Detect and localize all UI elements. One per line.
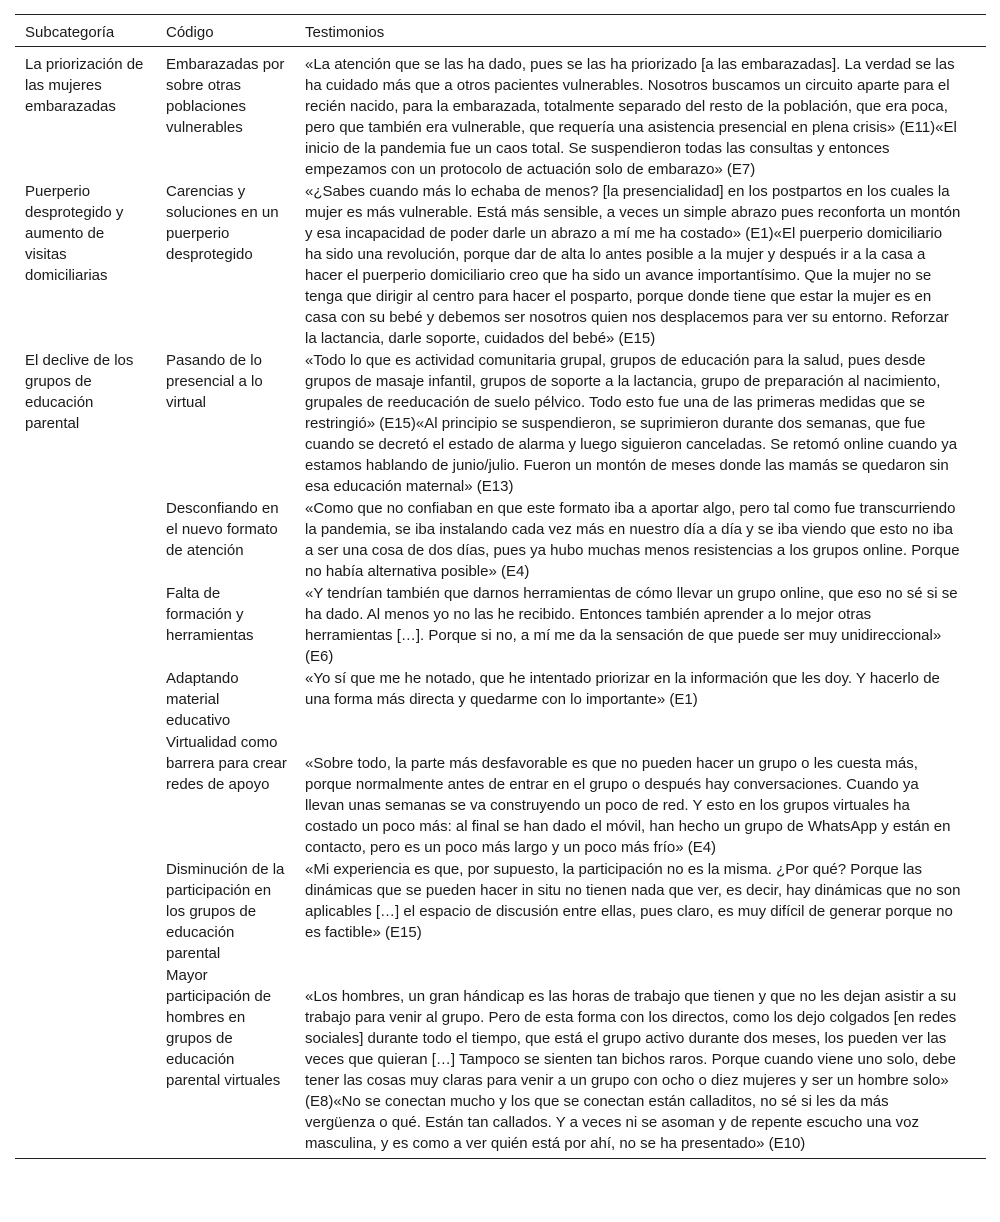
testimony-cell: «Todo lo que es actividad comunitaria grupal, grupos de educación para la salud, pues desde grupos de masaje infantil, grupos de soporte a la lactancia, grupo de preparación al nacimiento, grupales de reeducación de suelo pélvico. Todo esto fue una de las primeras medidas que se restringió» (E15)«Al principio se suspendieron, se suprimieron durante dos semanas, que fue cuando se decretó el estado de alarma y luego siguieron canceladas. Se retomó online cuando ya estamos hablando de junio/julio. Fueron un montón de meses donde las mamás se quedaron sin esa educación maternal» (E13) bbox=[305, 352, 958, 495]
code-cell: Virtualidad como barrera para crear redes de apoyo bbox=[166, 734, 287, 793]
table-row bbox=[15, 965, 986, 1159]
subcategory-cell: Puerperio desprotegido y aumento de visitas domiciliarias bbox=[25, 183, 124, 284]
code-cell: Desconfiando en el nuevo formato de atención bbox=[166, 500, 279, 559]
results-table-container bbox=[15, 14, 986, 1159]
code-cell: Falta de formación y herramientas bbox=[166, 585, 254, 644]
testimony-cell: «Y tendrían también que darnos herramientas de cómo llevar un grupo online, que eso no sé si se ha dado. Al menos yo no las he recibido. Entonces también aprender a lo mejor otras herramientas […]. Porque si no, a mí me da la sensación de que puede ser muy unidireccional» (E6) bbox=[305, 585, 958, 665]
code-cell: Pasando de lo presencial a lo virtual bbox=[166, 352, 263, 411]
testimony-cell: «¿Sabes cuando más lo echaba de menos? [la presencialidad] en los postpartos en los cuales la mujer es más vulnerable. Está más sensible, a veces un simple abrazo pues reconforta un montón y esa incapacidad de poder darle un abrazo a mí me ha costado» (E1)«El puerperio domiciliario ha sido una revolución, porque dar de alta lo antes posible a la mujer y después ir a la casa a hacer el puerperio domiciliario creo que ha sido un avance importantísimo. Que la mujer no se tenga que dirigir al centro para hacer el posparto, porque donde tiene que estar la mujer es en casa con su bebé y debemos ser nosotros quien nos desplacemos para ver su entorno. Reforzar la lactancia, darle soporte, cuidados del bebé» (E15) bbox=[305, 183, 961, 347]
header-subcategory: Subcategoría bbox=[15, 15, 156, 47]
subcategory-cell bbox=[15, 859, 156, 965]
subcategory-cell bbox=[15, 965, 156, 1159]
table-row bbox=[15, 668, 986, 732]
table-row bbox=[15, 47, 986, 182]
code-cell: Carencias y soluciones en un puerperio desprotegido bbox=[166, 183, 279, 263]
subcategory-cell bbox=[15, 732, 156, 859]
testimony-cell: «Como que no confiaban en que este formato iba a aportar algo, pero tal como fue transcurriendo la pandemia, se iba instalando cada vez más en nuestro día a día y se iba viendo que esto no iba a ser una cosa de dos días, pues ya hubo muchas menos resistencias a los grupos online. Porque no había alternativa posible» (E4) bbox=[305, 500, 960, 580]
testimony-cell: «Yo sí que me he notado, que he intentado priorizar en la información que les doy. Y hacerlo de una forma más directa y quedarme con lo importante» (E1) bbox=[305, 670, 940, 708]
table-row bbox=[15, 498, 986, 583]
table-header-row bbox=[15, 15, 986, 47]
table-row bbox=[15, 583, 986, 668]
code-cell: Embarazadas por sobre otras poblaciones vulnerables bbox=[166, 56, 285, 136]
code-cell: Adaptando material educativo bbox=[166, 670, 239, 729]
table-row bbox=[15, 732, 986, 859]
subcategory-cell bbox=[15, 668, 156, 732]
table-row bbox=[15, 350, 986, 498]
header-code: Código bbox=[156, 15, 295, 47]
table-row bbox=[15, 859, 986, 965]
header-testimonials: Testimonios bbox=[295, 15, 986, 47]
table-row bbox=[15, 181, 986, 350]
subcategory-cell bbox=[15, 498, 156, 583]
results-table bbox=[15, 14, 986, 1159]
subcategory-cell bbox=[15, 583, 156, 668]
subcategory-cell: El declive de los grupos de educación parental bbox=[25, 352, 134, 432]
code-cell: Mayor participación de hombres en grupos de educación parental virtuales bbox=[156, 965, 295, 1159]
subcategory-cell: La priorización de las mujeres embarazadas bbox=[25, 56, 144, 115]
testimony-cell: «Los hombres, un gran hándicap es las horas de trabajo que tienen y que no les dejan asistir a su trabajo para venir al grupo. Pero de esta forma con los directos, como los dejo colgados [en redes sociales] durante todo el tiempo, que está el grupo activo durante dos meses, los pueden ver las veces que quieran […] Tampoco se sienten tan bichos raros. Porque cuando viene uno solo, debe tener las cosas muy claras para venir a un grupo con ocho o diez mujeres y ser un hombre solo» (E8)«No se conectan mucho y los que se conectan están calladitos, no sé si les da más vergüenza o qué. Están tan callados. Y a veces ni se asoman y de repente escucho una voz masculina, y es como a ver quién está por ahí, no se ha presentado» (E10) bbox=[295, 965, 986, 1159]
testimony-cell: «Sobre todo, la parte más desfavorable es que no pueden hacer un grupo o les cuesta más, porque normalmente antes de entrar en el grupo o después hay conversaciones. Cuando ya llevan unas semanas se va construyendo un poco de red. Y esto en los grupos virtuales ha costado un poco más: al final se han dado el móvil, han hecho un grupo de WhatsApp y están en contacto, pero es un poco más largo y un poco más frío» (E4) bbox=[305, 755, 951, 856]
code-cell: Disminución de la participación en los grupos de educación parental bbox=[166, 861, 285, 962]
testimony-cell: «La atención que se las ha dado, pues se las ha priorizado [a las embarazadas]. La verdad se las ha cuidado más que a otros pacientes vulnerables. Nosotros buscamos un circuito aparte para el recién nacido, para la embarazada, totalmente separado del resto de la población, que era poca, pero que también era vulnerable, que requería una asistencia presencial en plena crisis» (E11)«El inicio de la pandemia fue un caos total. Se suspendieron todas las consultas y entonces empezamos con un protocolo de actuación solo de embarazo» (E7) bbox=[305, 56, 957, 178]
testimony-cell: «Mi experiencia es que, por supuesto, la participación no es la misma. ¿Por qué? Porque las dinámicas que se pueden hacer in situ no tienen nada que ver, es decir, hay dinámicas que no son aplicables […] el espacio de discusión entre ellas, pues claro, es muy difícil de generar porque no es factible» (E15) bbox=[305, 861, 961, 941]
